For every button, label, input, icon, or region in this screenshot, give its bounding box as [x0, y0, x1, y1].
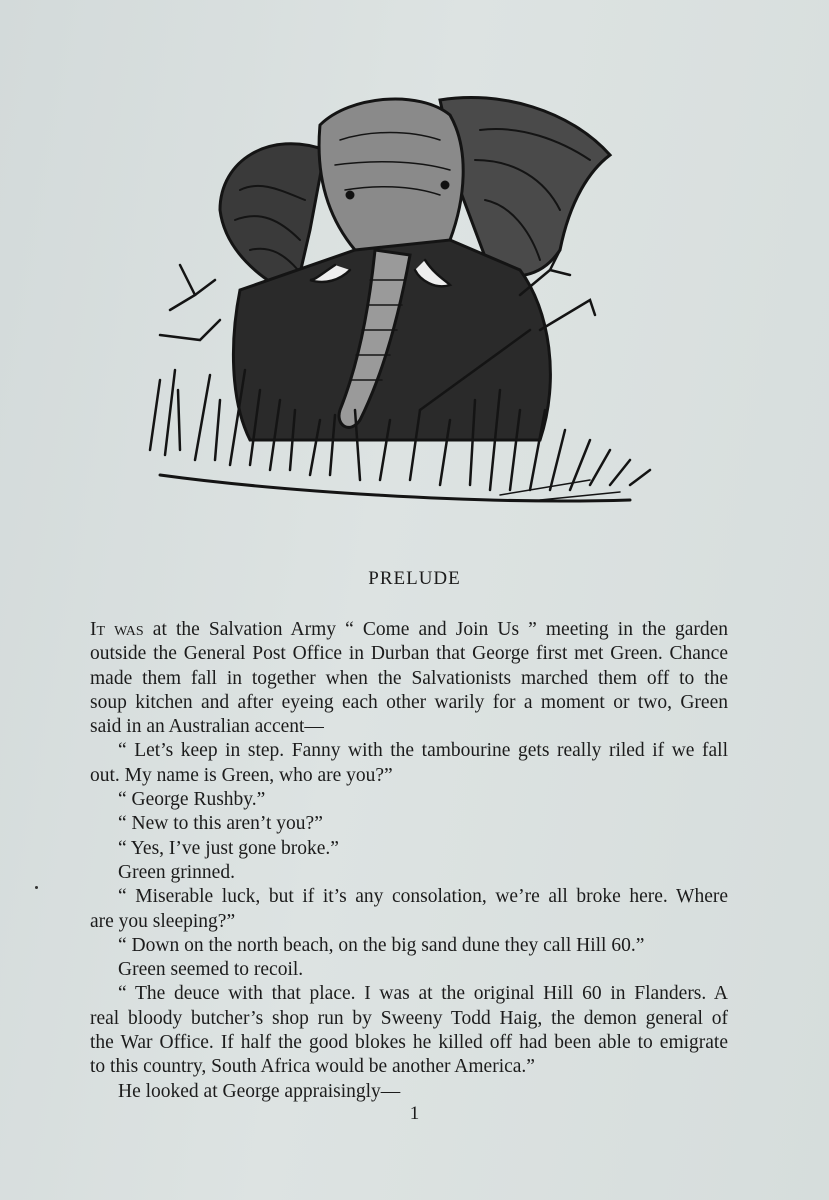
text-line	[90, 934, 728, 958]
small-caps-lead: It was	[90, 619, 144, 640]
line-text: soup kitchen and after eyeing each other warily for a moment or two, Green	[90, 691, 728, 713]
text-line	[90, 910, 728, 934]
line-text: “ Yes, I’ve just gone broke.”	[118, 837, 339, 859]
line-text: said in an Australian accent—	[90, 716, 324, 738]
text-line	[90, 715, 728, 739]
line-text: “ Miserable luck, but if it’s any consolation, we’re all broke here. Where	[118, 886, 728, 908]
text-line	[90, 788, 728, 812]
line-text: “ The deuce with that place. I was at the original Hill 60 in Flanders. A	[118, 983, 728, 1005]
text-line	[90, 861, 728, 885]
line-text: “ Down on the north beach, on the big sand dune they call Hill 60.”	[118, 934, 645, 956]
elephant-illustration	[120, 80, 660, 530]
speck-mark	[35, 886, 38, 889]
text-line	[90, 642, 728, 666]
body-text	[90, 618, 728, 1104]
page-number: 1	[409, 1103, 420, 1124]
line-text: real bloody butcher’s shop run by Sweeny Todd Haig, the demon general of	[90, 1007, 728, 1029]
text-line	[90, 739, 728, 763]
chapter-title: PRELUDE	[368, 568, 461, 589]
line-text: “ New to this aren’t you?”	[118, 813, 323, 835]
line-text: are you sleeping?”	[90, 910, 236, 932]
text-line	[90, 812, 728, 836]
line-text: out. My name is Green, who are you?”	[90, 764, 393, 786]
line-text: to this country, South Africa would be another America.”	[90, 1056, 535, 1078]
line-text: made them fall in together when the Salvationists marched them off to the	[90, 667, 728, 689]
line-text: at the Salvation Army “ Come and Join Us ” meeting in the garden	[143, 619, 728, 640]
line-text: “ George Rushby.”	[118, 789, 266, 811]
line-text: He looked at George appraisingly—	[118, 1080, 401, 1102]
text-line	[90, 691, 728, 715]
text-line	[90, 837, 728, 861]
text-line	[90, 885, 728, 909]
text-line	[90, 618, 728, 642]
head	[319, 99, 463, 255]
text-line	[90, 667, 728, 691]
text-line	[90, 1080, 728, 1104]
line-text: Green grinned.	[118, 861, 235, 883]
text-line	[90, 1055, 728, 1079]
line-text: “ Let’s keep in step. Fanny with the tambourine gets really riled if we fall	[118, 740, 728, 762]
line-text: Green seemed to recoil.	[118, 959, 304, 981]
text-line	[90, 1007, 728, 1031]
text-line	[90, 764, 728, 788]
line-text: the War Office. If half the good blokes he killed off had been able to emigrate	[90, 1032, 728, 1054]
text-line	[90, 958, 728, 982]
text-line	[90, 982, 728, 1006]
text-line	[90, 1031, 728, 1055]
line-text: outside the General Post Office in Durban that George first met Green. Chance	[90, 643, 728, 665]
